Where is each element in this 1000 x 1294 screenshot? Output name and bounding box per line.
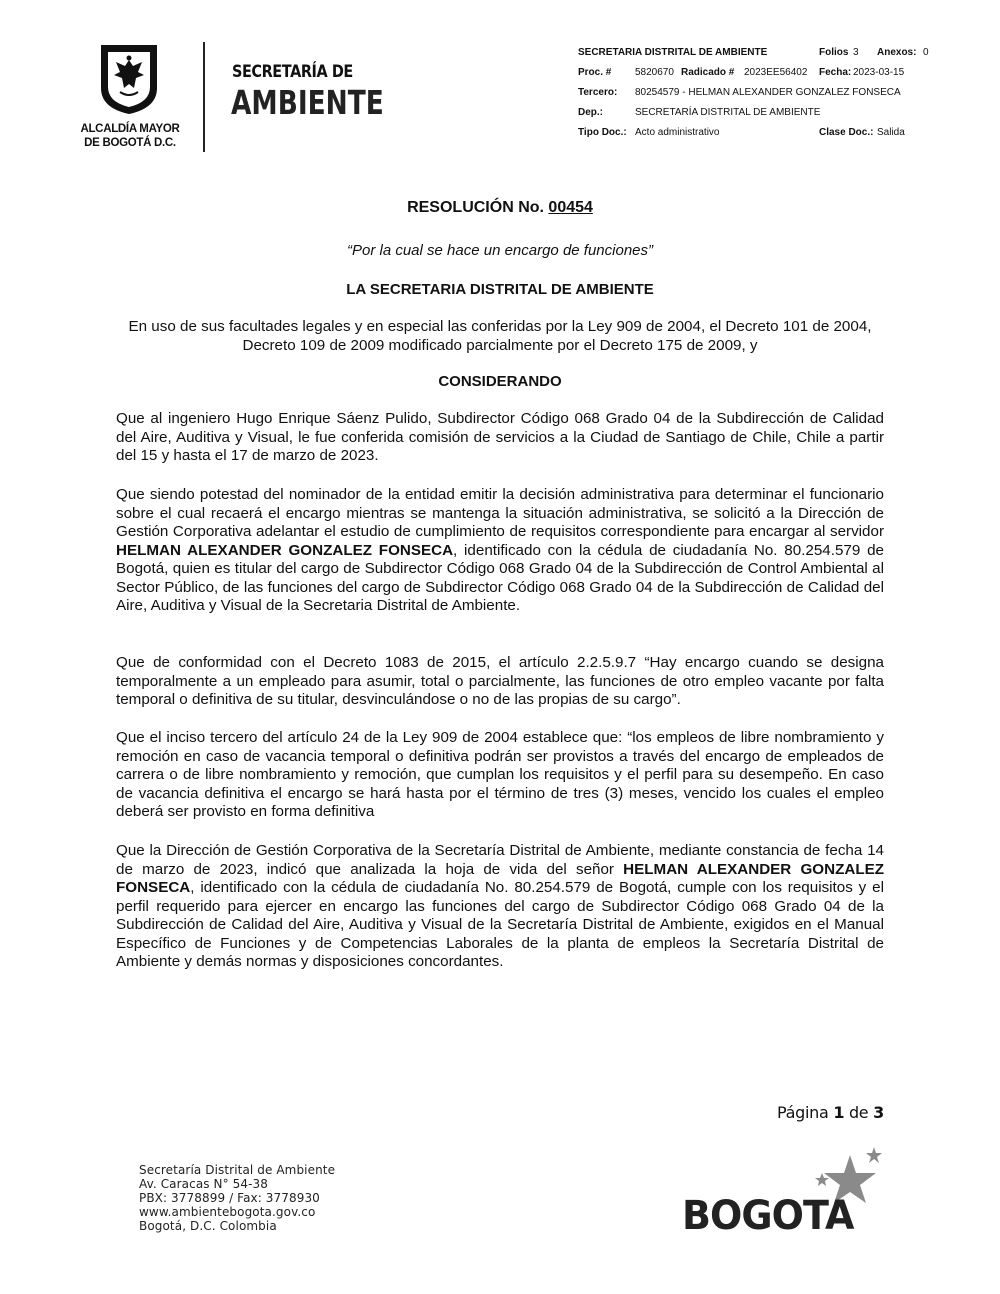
meta-tercero-value: 80254579 - HELMAN ALEXANDER GONZALEZ FONSECA bbox=[635, 87, 901, 98]
bogota-wordmark: BOGOTA bbox=[682, 1193, 854, 1239]
paragraph-4: Que el inciso tercero del artículo 24 de la Ley 909 de 2004 establece que: “los empleos de libre nombramiento y remoción en caso de vacancia temporal o definitiva podrán ser provistos a través del encargo de empleados de carrera o de libre nombramiento y remoción, que cumplan los requisitos y el perfil para su desempeño. En caso de vacancia definitiva el encargo se hará hasta por el término de tres (3) meses, vencido los cuales el empleo deberá ser provisto en forma definitiva bbox=[116, 729, 884, 820]
meta-row-dep bbox=[578, 103, 948, 123]
alcaldia-label bbox=[80, 122, 180, 150]
meta-folios-value: 3 bbox=[853, 47, 859, 58]
meta-row-proc bbox=[578, 63, 948, 83]
paragraph-2-text-b: , identificado con la cédula de ciudadanía No. 80.254.579 de Bogotá, quien es titular del cargo de Subdirector Código 068 Grado 04 de la Subdirección de Control Ambiental al Sector Público, de las funciones del cargo de Subdirector Código 068 Grado 04 de la Subdirección de Calidad del Aire, Auditiva y Visual de la Secretaria Distrital de Ambiente. bbox=[116, 541, 884, 614]
meta-tipo-label: Tipo Doc.: bbox=[578, 127, 627, 138]
address-line-2: Av. Caracas N° 54-38 bbox=[139, 1177, 269, 1191]
paragraph-2-text-a: Que siendo potestad del nominador de la entidad emitir la decisión administrativa para determinar el funcionario sobre el cual recaerá el encargo mientras se mantenga la situación administrativa, se solicitó a la Dirección de Gestión Corporativa adelantar el estudio de cumplimiento de requisitos correspondiente para encargar al servidor bbox=[116, 486, 884, 540]
paragraph-3: Que de conformidad con el Decreto 1083 de 2015, el artículo 2.2.5.9.7 “Hay encargo cuando se designa temporalmente a un empleado para asumir, total o parcialmente, las funciones de otro empleo vacante por falta temporal o definitiva de su titular, desvinculándose o no de las propias de su cargo”. bbox=[116, 654, 884, 708]
resolution-number: 00454 bbox=[548, 199, 593, 216]
alcaldia-line1: ALCALDÍA MAYOR bbox=[80, 123, 180, 135]
paragraph-2 bbox=[116, 486, 884, 616]
considerando-heading: CONSIDERANDO bbox=[438, 373, 562, 390]
ambiente-label: AMBIENTE bbox=[231, 83, 384, 122]
address-line-5: Bogotá, D.C. Colombia bbox=[139, 1219, 277, 1233]
bogota-logo bbox=[680, 1145, 890, 1255]
paragraph-2-name: HELMAN ALEXANDER GONZALEZ FONSECA bbox=[116, 541, 454, 559]
page-total: 3 bbox=[873, 1103, 884, 1122]
paragraph-5 bbox=[116, 842, 884, 972]
resolution-title-prefix: RESOLUCIÓN No. bbox=[407, 199, 544, 216]
meta-entity: SECRETARIA DISTRITAL DE AMBIENTE bbox=[578, 47, 768, 58]
page-current: 1 bbox=[833, 1103, 845, 1122]
page-number bbox=[777, 1103, 884, 1122]
alcaldia-line2: DE BOGOTÁ D.C. bbox=[84, 137, 176, 149]
footer-address bbox=[139, 1163, 335, 1233]
secretaria-label: SECRETARÍA DE bbox=[232, 62, 353, 82]
paragraph-5-text-a: Que la Dirección de Gestión Corporativa de la Secretaría Distrital de Ambiente, mediante constancia de fecha 14 de marzo de 2023, indicó que analizada la hoja de vida del señor bbox=[116, 842, 884, 878]
document-metadata bbox=[578, 43, 948, 143]
address-line-1: Secretaría Distrital de Ambiente bbox=[139, 1163, 336, 1177]
paragraph-1: Que al ingeniero Hugo Enrique Sáenz Pulido, Subdirector Código 068 Grado 04 de la Subdirección de Calidad del Aire, Auditiva y Visual, le fue conferida comisión de servicios a la Ciudad de Santiago de Chile, Chile a partir del 15 y hasta el 17 de marzo de 2023. bbox=[116, 410, 884, 464]
address-line-4: www.ambientebogota.gov.co bbox=[139, 1205, 316, 1219]
paragraph-5-text-b: , identificado con la cédula de ciudadanía No. 80.254.579 de Bogotá, cumple con los requisitos y el perfil requerido para ejercer en encargo las funciones del cargo de Subdirector Código 068 Grado 04 de la Subdirección de Calidad del Aire, Auditiva y Visual de la Secretaría Distrital de Ambiente, exigidos en el Manual Específico de Funciones y de Competencias Laborales de la planta de empleos la Secretaría Distrital de Ambiente y demás normas y disposiciones concordantes. bbox=[116, 879, 884, 970]
preamble: En uso de sus facultades legales y en especial las conferidas por la Ley 909 de 2004, el Decreto 101 de 2004, Decreto 109 de 2009 modificado parcialmente por el Decreto 175 de 2009, y bbox=[128, 318, 872, 354]
meta-row-tipo bbox=[578, 123, 948, 143]
header-logo bbox=[80, 40, 384, 155]
logo-divider bbox=[203, 42, 205, 152]
coat-of-arms-icon bbox=[98, 42, 160, 116]
meta-row-entity bbox=[578, 43, 948, 63]
address-line-3: PBX: 3778899 / Fax: 3778930 bbox=[139, 1191, 320, 1205]
meta-anexos-value: 0 bbox=[923, 47, 929, 58]
meta-fecha-label: Fecha: bbox=[819, 67, 852, 78]
issuing-authority: LA SECRETARIA DISTRITAL DE AMBIENTE bbox=[346, 281, 654, 298]
meta-proc-value: 5820670 bbox=[635, 67, 674, 78]
meta-tercero-label: Tercero: bbox=[578, 87, 618, 98]
resolution-title bbox=[0, 199, 1000, 217]
meta-row-tercero bbox=[578, 83, 948, 103]
page-label: Página bbox=[777, 1103, 829, 1122]
meta-folios-label: Folios bbox=[819, 47, 849, 58]
meta-proc-label: Proc. # bbox=[578, 67, 612, 78]
paragraph-5-name: HELMAN ALEXANDER GONZALEZ FONSECA bbox=[116, 860, 884, 896]
meta-radicado-value: 2023EE56402 bbox=[744, 67, 808, 78]
meta-clase-label: Clase Doc.: bbox=[819, 127, 874, 138]
meta-dep-value: SECRETARÍA DISTRITAL DE AMBIENTE bbox=[635, 107, 821, 118]
page-of: de bbox=[848, 1103, 869, 1122]
resolution-subtitle: “Por la cual se hace un encargo de funciones” bbox=[346, 242, 654, 259]
meta-tipo-value: Acto administrativo bbox=[635, 127, 720, 138]
meta-dep-label: Dep.: bbox=[578, 107, 603, 118]
meta-clase-value: Salida bbox=[877, 127, 905, 138]
meta-anexos-label: Anexos: bbox=[877, 47, 917, 58]
meta-radicado-label: Radicado # bbox=[681, 67, 735, 78]
meta-fecha-value: 2023-03-15 bbox=[853, 67, 905, 78]
